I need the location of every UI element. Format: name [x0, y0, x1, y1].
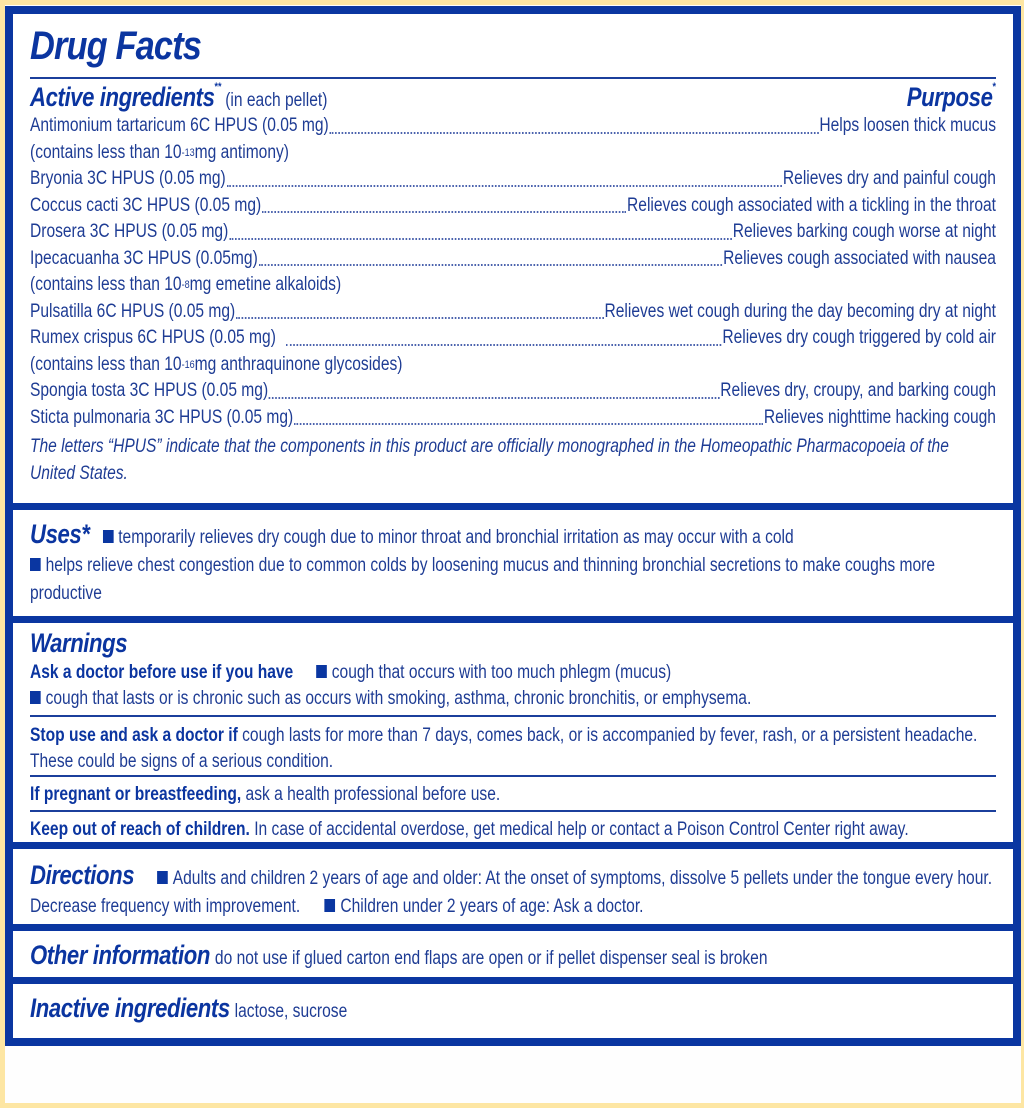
- uses-heading: Uses*: [30, 519, 90, 549]
- dot-leader: [330, 132, 819, 134]
- bullet-square-icon: [325, 899, 336, 912]
- ingredient-row: [30, 246, 996, 273]
- ask-doctor-lead: Ask a doctor before use if you have: [30, 662, 294, 683]
- title-section: [13, 14, 1013, 77]
- note-exponent: -13: [181, 146, 195, 159]
- dot-leader: [259, 264, 723, 266]
- ingredient-name: Rumex crispus 6C HPUS (0.05 mg): [30, 327, 276, 348]
- directions-item: Children under 2 years of age: Ask a doctor.: [340, 896, 644, 917]
- dot-leader: [229, 238, 732, 240]
- drug-facts-panel: [5, 6, 1021, 1046]
- bullet-square-icon: [157, 871, 168, 884]
- ingredient-name: Coccus cacti 3C HPUS (0.05 mg): [30, 194, 262, 216]
- inactive-ingredients-heading: Inactive ingredients: [30, 993, 230, 1023]
- note-text: (contains less than 10: [30, 141, 182, 163]
- ingredient-purpose: Relieves dry and painful cough: [782, 168, 996, 189]
- children-block: [13, 812, 1013, 849]
- ask-doctor-item: cough that occurs with too much phlegm (mucus): [331, 662, 672, 683]
- ingredient-row: [30, 405, 996, 432]
- dot-leader: [236, 317, 604, 319]
- pregnant-text: ask a health professional before use.: [241, 784, 501, 805]
- ingredient-row: [30, 325, 996, 352]
- ask-doctor-item: cough that lasts or is chronic such as occurs with smoking, asthma, chronic bronchitis, or emphysema.: [45, 688, 752, 709]
- pregnant-block: [13, 777, 1013, 810]
- uses-item: helps relieve chest congestion due to common colds by loosening mucus and thinning bronchial secretions to make coughs more productive: [30, 555, 936, 604]
- hpus-note: The letters “HPUS” indicate that the components in this product are officially monographed in the Homeopathic Pharmacopoeia of the United States.: [30, 436, 949, 484]
- ingredient-purpose: Relieves wet cough during the day becoming dry at night: [604, 300, 996, 322]
- dot-leader: [294, 423, 763, 425]
- other-information-text: do not use if glued carton end flaps are open or if pellet dispenser seal is broken: [214, 948, 768, 969]
- ingredient-purpose: Relieves dry cough triggered by cold air: [722, 327, 996, 348]
- active-ingredients-section: [13, 79, 1013, 510]
- children-lead: Keep out of reach of children.: [30, 819, 250, 840]
- note-text: (contains less than 10: [30, 353, 182, 375]
- ingredient-purpose: Relieves barking cough worse at night: [732, 221, 996, 242]
- bullet-square-icon: [30, 691, 41, 704]
- other-information-section: [13, 931, 1013, 984]
- note-exponent: -8: [181, 279, 190, 291]
- warnings-heading: Warnings: [30, 628, 128, 658]
- stop-use-block: [13, 717, 1013, 775]
- ingredient-name: Antimonium tartaricum 6C HPUS (0.05 mg): [30, 115, 329, 136]
- ingredient-purpose: Relieves dry, croupy, and barking cough: [720, 380, 996, 401]
- active-ingredients-qualifier: (in each pellet): [225, 90, 328, 111]
- ingredient-note: [30, 352, 996, 379]
- ingredient-purpose: Relieves nighttime hacking cough: [763, 406, 996, 428]
- directions-item: Adults and children 2 years of age and older: At the onset of symptoms, dissolve 5 pellets under the tongue every hour. Decrease frequency with improvement.: [30, 868, 993, 917]
- uses-section: [13, 510, 1013, 623]
- ingredient-note: [30, 272, 996, 299]
- ingredient-row: [30, 219, 996, 246]
- note-text: (contains less than 10: [30, 274, 182, 295]
- children-text: In case of accidental overdose, get medical help or contact a Poison Control Center right away.: [249, 819, 909, 840]
- ingredient-name: Spongia tosta 3C HPUS (0.05 mg): [30, 380, 269, 401]
- note-exponent: -16: [181, 358, 195, 371]
- uses-item: temporarily relieves dry cough due to minor throat and bronchial irritation as may occur with a cold: [118, 527, 794, 548]
- ingredient-row: [30, 193, 996, 220]
- ingredient-purpose: Relieves cough associated with nausea: [723, 247, 996, 269]
- inactive-ingredients-section: [13, 984, 1013, 1026]
- page-title: Drug Facts: [30, 24, 202, 68]
- purpose-heading: Purpose: [906, 82, 993, 112]
- warnings-section: [13, 623, 1013, 715]
- directions-heading: Directions: [30, 860, 135, 890]
- ingredient-purpose: Relieves cough associated with a tickling in the throat: [627, 194, 996, 216]
- ingredient-name: Sticta pulmonaria 3C HPUS (0.05 mg): [30, 406, 294, 428]
- bullet-square-icon: [316, 665, 327, 678]
- bullet-square-icon: [103, 530, 114, 543]
- dot-leader: [286, 344, 722, 346]
- ingredient-name: Drosera 3C HPUS (0.05 mg): [30, 221, 229, 242]
- pregnant-lead: If pregnant or breastfeeding,: [30, 784, 242, 805]
- other-information-heading: Other information: [30, 940, 210, 970]
- ingredient-name: Bryonia 3C HPUS (0.05 mg): [30, 168, 226, 189]
- ingredient-note: [30, 140, 996, 167]
- asterisk-mark: *: [992, 81, 996, 93]
- bullet-square-icon: [30, 558, 41, 571]
- ingredient-row: [30, 378, 996, 405]
- stop-use-text: cough lasts for more than 7 days, comes back, or is accompanied by fever, rash, or a persistent headache. These could be signs of a serious condition.: [30, 725, 978, 772]
- active-ingredients-heading: Active ingredients: [30, 82, 215, 112]
- dot-leader: [269, 397, 720, 399]
- inactive-ingredients-text: lactose, sucrose: [234, 1001, 348, 1022]
- directions-section: [13, 849, 1013, 931]
- ingredient-row: [30, 299, 996, 326]
- note-text: mg antimony): [194, 141, 290, 163]
- note-text: mg emetine alkaloids): [189, 274, 342, 295]
- dot-leader: [227, 185, 783, 187]
- ingredient-purpose: Helps loosen thick mucus: [819, 115, 996, 136]
- ingredient-name: Pulsatilla 6C HPUS (0.05 mg): [30, 300, 236, 322]
- ingredient-row: [30, 166, 996, 193]
- dot-leader: [262, 211, 626, 213]
- double-asterisk-mark: **: [214, 81, 222, 93]
- ingredient-name: Ipecacuanha 3C HPUS (0.05mg): [30, 247, 258, 269]
- note-text: mg anthraquinone glycosides): [194, 353, 403, 375]
- stop-use-lead: Stop use and ask a doctor if: [30, 725, 238, 746]
- ingredient-row: [30, 113, 996, 140]
